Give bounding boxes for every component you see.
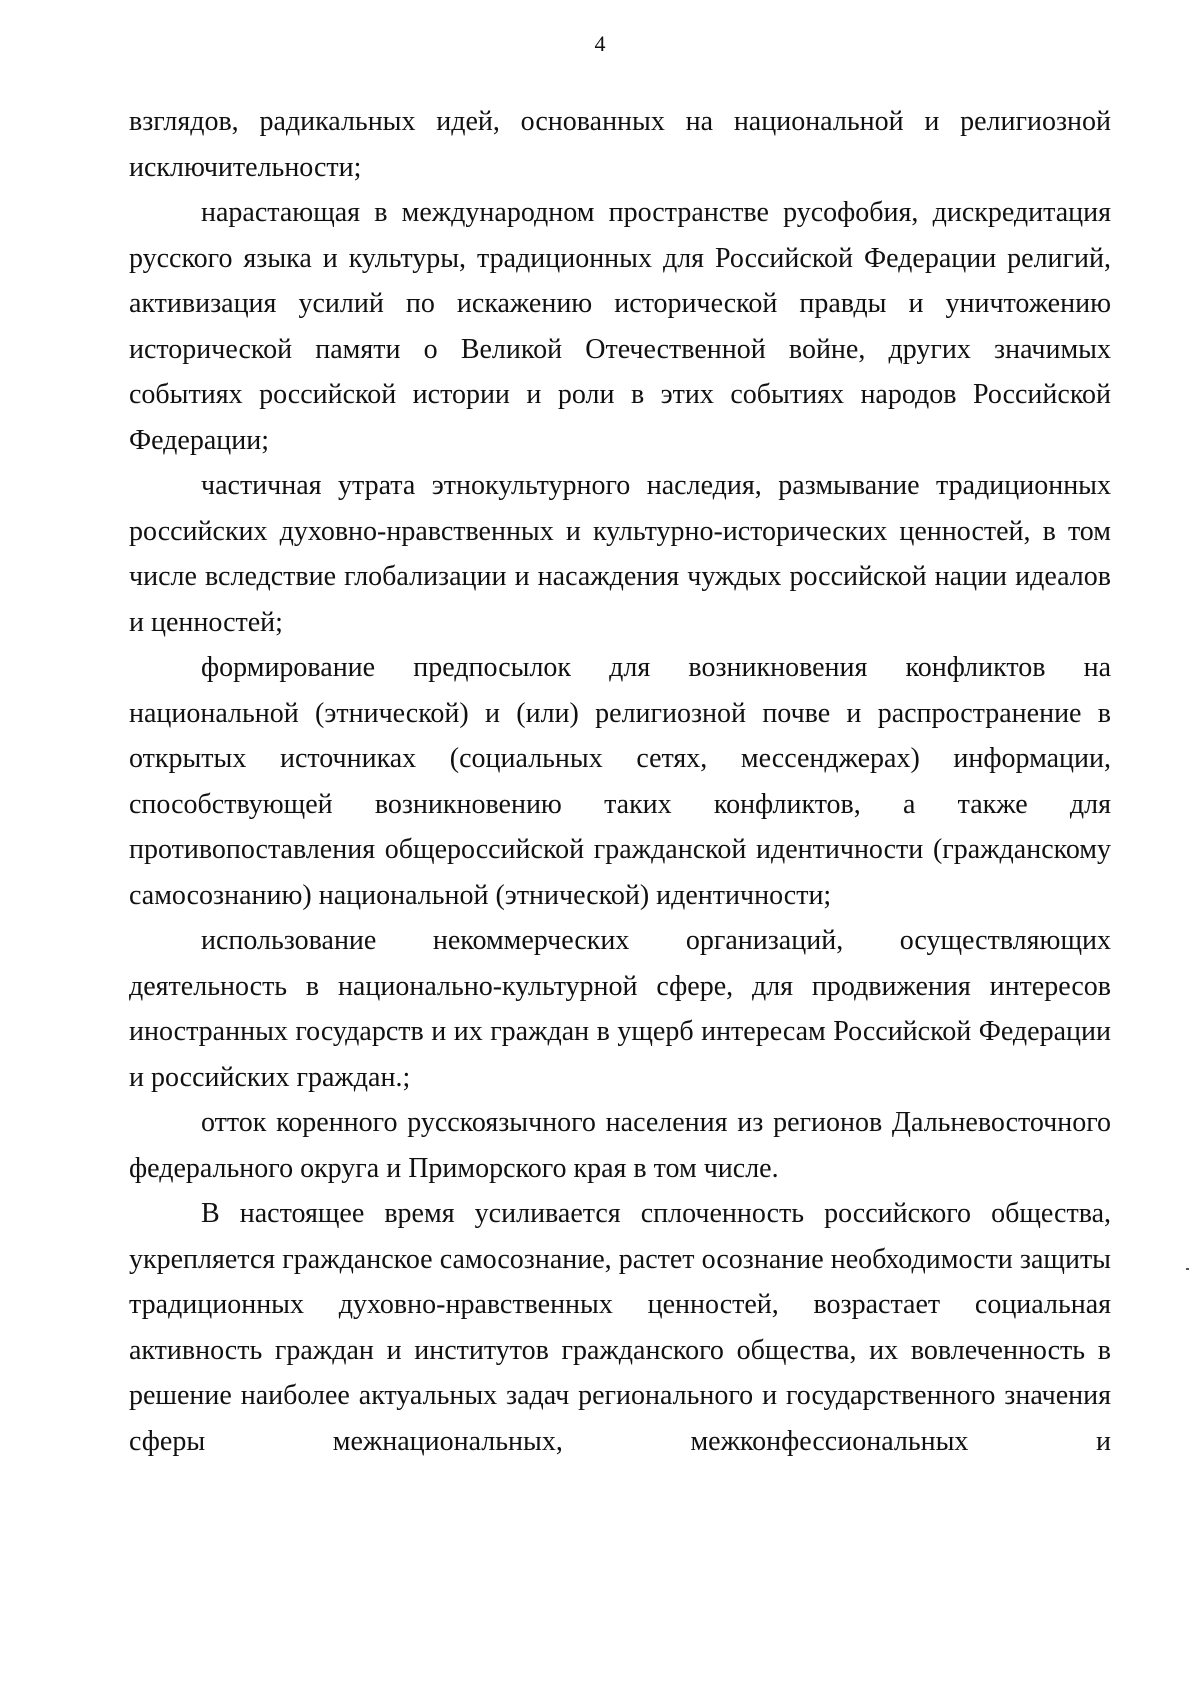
paragraph-population-outflow: отток коренного русскоязычного населения из регионов Дальневосточного федерального округа и Приморского края в том числе. bbox=[129, 1107, 1111, 1184]
paragraph-conflict-prerequisites: формирование предпосылок для возникновения конфликтов на национальной (этнической) и (или) религиозной почве и распространение в открытых источниках (социальных сетях, мессенджерах) информации, способствующей возникновению таких конфликтов, а также для противопоставления общероссийской гражданской идентичности (гражданскому самосознанию) национальной (этнической) идентичности; bbox=[129, 652, 1111, 911]
document-body bbox=[129, 99, 1111, 1464]
paragraph-cohesion: В настоящее время усиливается сплоченность российского общества, укрепляется гражданское самосознание, растет осознание необходимости защиты традиционных духовно-нравственных ценностей, возрастает социальная активность граждан и институтов гражданского общества, их вовлеченность в решение наиболее актуальных задач регионального и государственного значения сферы межнациональных, межконфессиональных и bbox=[129, 1198, 1111, 1457]
paragraph-russophobia: нарастающая в международном пространстве русофобия, дискредитация русского языка и культуры, традиционных для Российской Федерации религий, активизация усилий по искажению исторической правды и уничтожению исторической памяти о Великой Отечественной войне, других значимых событиях российской истории и роли в этих событиях народов Российской Федерации; bbox=[129, 197, 1111, 456]
paragraph-heritage-loss: частичная утрата этнокультурного наследия, размывание традиционных российских духовно-нравственных и культурно-исторических ценностей, в том числе вследствие глобализации и насаждения чуждых российской нации идеалов и ценностей; bbox=[129, 470, 1111, 638]
scan-margin-mark bbox=[1186, 1268, 1189, 1270]
paragraph-nonprofit-use: использование некоммерческих организаций, осуществляющих деятельность в национально-культурной сфере, для продвижения интересов иностранных государств и их граждан в ущерб интересам Российской Федерации и российских граждан.; bbox=[129, 925, 1111, 1093]
page-number: 4 bbox=[594, 31, 606, 56]
paragraph-continuation: взглядов, радикальных идей, основанных на национальной и религиозной исключительности; bbox=[129, 106, 1111, 183]
